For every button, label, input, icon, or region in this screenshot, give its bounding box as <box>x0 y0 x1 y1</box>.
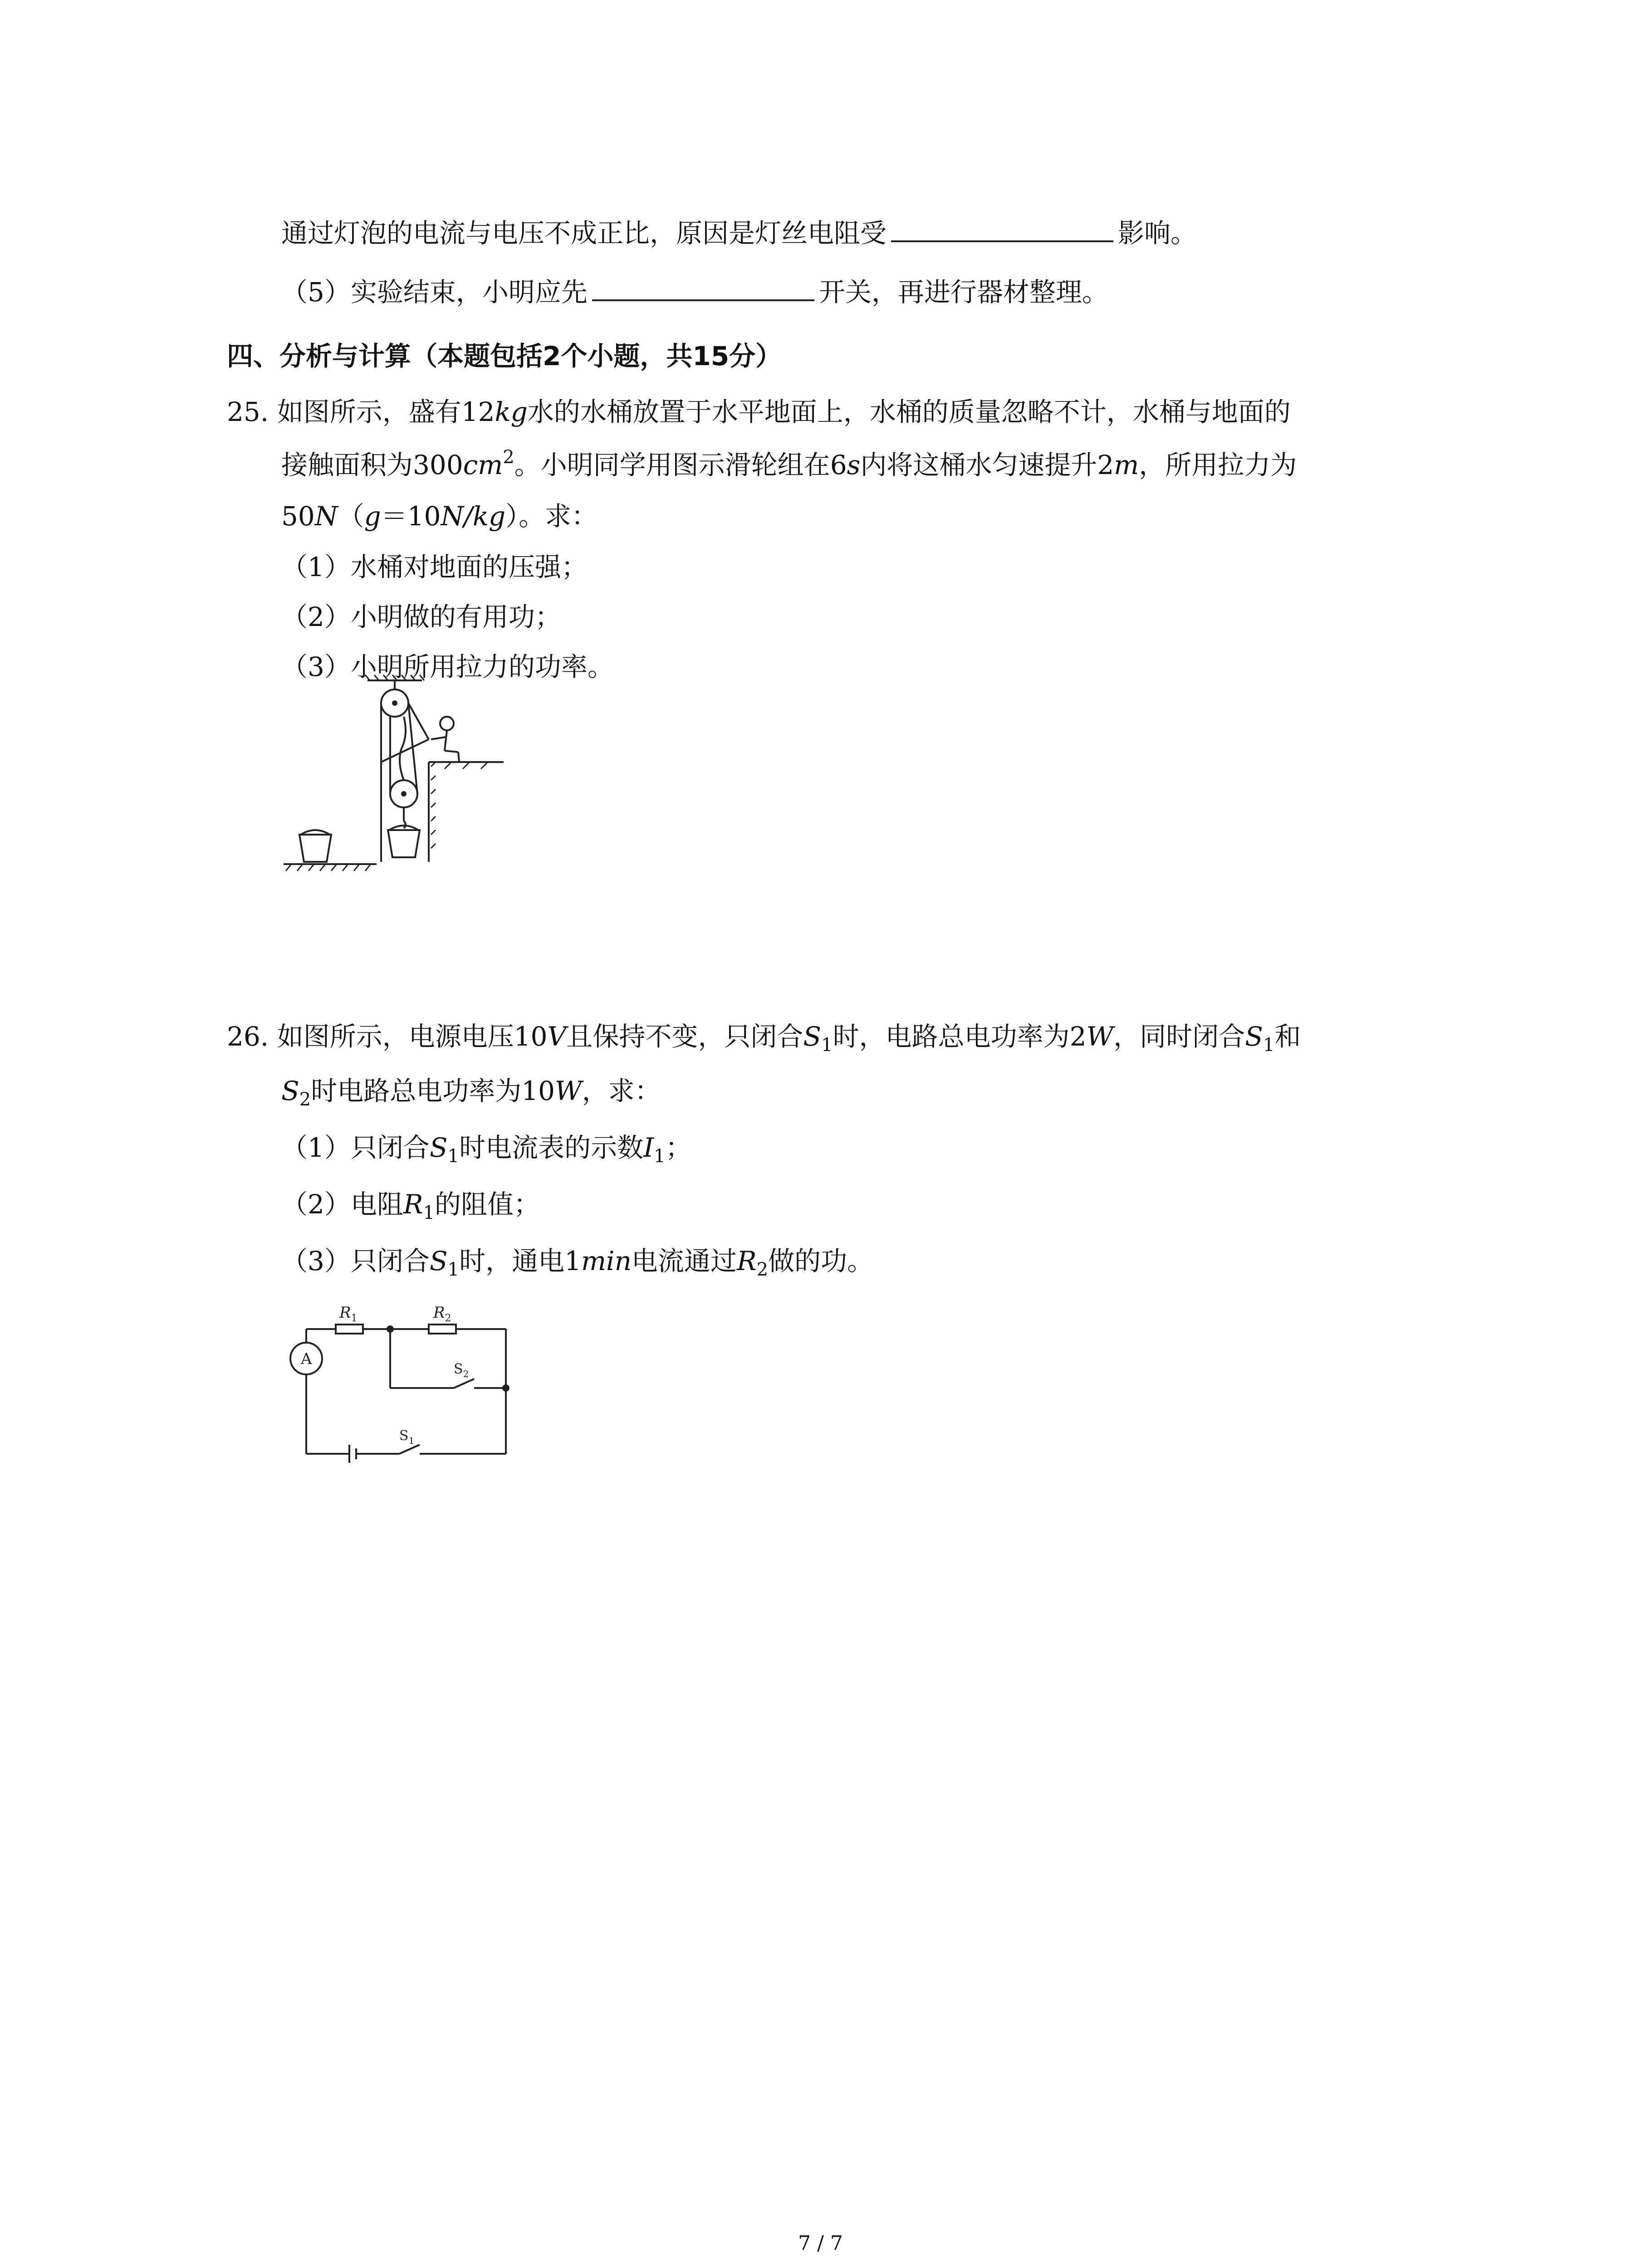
exponent: 2 <box>503 447 514 468</box>
q26-text: ，求： <box>582 1075 661 1106</box>
question-number: 26. <box>227 1021 269 1052</box>
q26-text: （2）电阻 <box>281 1189 403 1220</box>
q24-tail-line1 <box>281 213 1197 251</box>
subscript: 1 <box>423 1202 435 1223</box>
symbol: I <box>643 1132 654 1163</box>
value: 12 <box>461 396 495 427</box>
value: 10 <box>514 1021 548 1052</box>
resistor-r2 <box>429 1325 456 1334</box>
q26-text: 时电流表的示数 <box>459 1132 644 1163</box>
r2-label: $R_2$ <box>433 1304 451 1324</box>
q26-line1 <box>227 1018 1301 1055</box>
value: 1 <box>564 1246 582 1276</box>
section-heading: 四、分析与计算（本题包括2个小题，共15分） <box>227 341 782 371</box>
subscript: 2 <box>299 1089 311 1110</box>
q25-sub2: （2）小明做的有用功； <box>281 601 561 632</box>
q25-text: 内将这桶水匀速提升 <box>860 450 1097 480</box>
value: 10 <box>521 1075 555 1106</box>
q25-sub1: （1）水桶对地面的压强； <box>281 552 588 582</box>
q26-line2 <box>281 1073 661 1109</box>
r1-label: $R_1$ <box>339 1304 358 1324</box>
unit: kg <box>495 396 528 427</box>
unit: N/kg <box>441 501 506 532</box>
q26-text: 做的功。 <box>768 1246 874 1276</box>
symbol: R <box>403 1189 423 1220</box>
subscript: 1 <box>447 1146 460 1167</box>
q25-sub3: （3）小明所用拉力的功率。 <box>281 651 614 682</box>
q24-part5-text: （5）实验结束，小明应先 <box>281 277 588 308</box>
subscript: 1 <box>821 1035 833 1056</box>
symbol: S <box>803 1021 822 1052</box>
unit: W <box>1086 1021 1114 1052</box>
switch-s2 <box>454 1379 474 1388</box>
q26-text: 电流通过 <box>631 1246 737 1276</box>
unit: N <box>314 501 338 532</box>
bucket-ground <box>299 835 331 862</box>
q26-text: 如图所示，电源电压 <box>277 1021 514 1052</box>
q26-text: 的阻值； <box>435 1189 540 1220</box>
symbol: S <box>1245 1021 1263 1052</box>
q25-text: 水的水桶放置于水平地面上，水桶的质量忽略不计，水桶与地面的 <box>527 396 1291 427</box>
q26-text: 时，电路总电功率为 <box>833 1021 1070 1052</box>
switch-s1 <box>399 1445 420 1454</box>
q24-text: 通过灯泡的电流与电压不成正比，原因是灯丝电阻受 <box>281 218 887 249</box>
subscript: 1 <box>447 1259 460 1280</box>
person-icon <box>440 717 454 730</box>
q25-text: 接触面积为 <box>281 450 413 480</box>
q25-text: ，所用拉力为 <box>1139 450 1297 480</box>
symbol: S <box>281 1075 299 1106</box>
s2-label: $S_2$ <box>454 1361 469 1379</box>
q26-text: 时，通电 <box>459 1246 565 1276</box>
resistor-r1 <box>336 1325 363 1334</box>
subscript: 1 <box>1263 1035 1275 1056</box>
value: 2 <box>1097 450 1114 480</box>
bucket-hanging <box>388 830 420 857</box>
question-number: 25. <box>227 396 269 427</box>
q25-text: ）。求： <box>505 501 598 532</box>
symbol: S <box>429 1132 448 1163</box>
q26-text: （1）只闭合 <box>281 1132 430 1163</box>
q24-part5-text: 开关，再进行器材整理。 <box>818 277 1108 308</box>
q25-text: 。小明同学用图示滑轮组在 <box>514 450 830 480</box>
page-number: 7 / 7 <box>798 2232 843 2255</box>
q26-text: 和 <box>1274 1021 1301 1052</box>
unit: V <box>547 1021 567 1052</box>
q25-line2 <box>281 447 1297 483</box>
value: 50 <box>281 501 315 532</box>
unit: W <box>555 1075 582 1106</box>
unit: cm <box>463 450 503 480</box>
q26-sub3 <box>281 1243 873 1279</box>
value: 300 <box>413 450 463 480</box>
unit: m <box>1114 450 1139 480</box>
symbol: g <box>364 501 381 532</box>
q26-text: 且保持不变，只闭合 <box>566 1021 803 1052</box>
pulley-figure <box>272 671 526 898</box>
circuit-diagram <box>272 1297 526 1470</box>
answer-blank-resistance[interactable] <box>891 213 1113 242</box>
q24-tail-line2 <box>281 272 1108 310</box>
q26-text: 时电路总电功率为 <box>311 1075 522 1106</box>
value: 6 <box>830 450 847 480</box>
s1-label: $S_1$ <box>399 1428 415 1446</box>
ammeter-label: A <box>301 1350 312 1368</box>
q25-text: 如图所示，盛有 <box>277 396 461 427</box>
subscript: 2 <box>756 1259 769 1280</box>
q25-line3 <box>281 498 598 534</box>
symbol: R <box>736 1246 757 1276</box>
unit: s <box>847 450 861 480</box>
value: 2 <box>1069 1021 1087 1052</box>
q26-sub2 <box>281 1186 540 1222</box>
answer-blank-switch[interactable] <box>592 272 814 301</box>
q26-sub1 <box>281 1129 692 1166</box>
q25-text: （ <box>338 501 364 532</box>
unit: min <box>581 1246 632 1276</box>
q26-text: ； <box>665 1132 692 1163</box>
value: ＝10 <box>381 501 441 532</box>
q26-text: （3）只闭合 <box>281 1246 430 1276</box>
q24-text: 影响。 <box>1118 218 1197 249</box>
subscript: 1 <box>654 1146 666 1167</box>
symbol: S <box>429 1246 448 1276</box>
q25-line1 <box>227 394 1291 430</box>
q26-text: ，同时闭合 <box>1113 1021 1245 1052</box>
